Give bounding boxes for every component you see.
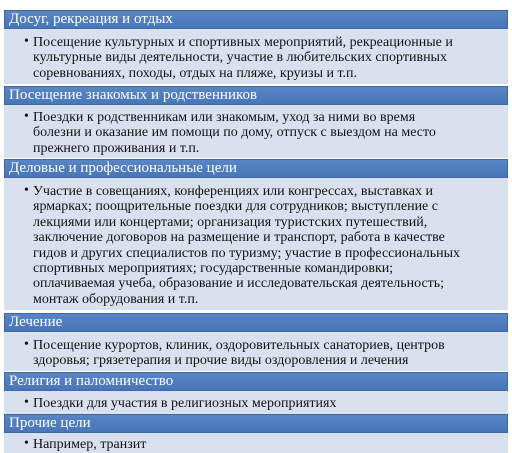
bullet: •	[24, 183, 29, 198]
section-body	[4, 391, 508, 414]
bullet: •	[24, 436, 29, 451]
section-body	[4, 29, 508, 84]
section-title: Посещение знакомых и родственников	[9, 87, 258, 103]
section-body	[4, 332, 508, 371]
item-line: Участие в совещаниях, конференциях или конгрессах, выставках и	[33, 184, 433, 199]
section-header	[4, 159, 508, 178]
section-title: Религия и паломничество	[9, 373, 174, 389]
section-title: Лечение	[9, 314, 63, 330]
bullet: •	[24, 337, 29, 352]
section-body	[4, 105, 508, 158]
section-title: Досуг, рекреация и отдых	[9, 11, 173, 27]
item-line: ярмарках; поощрительные поездки для сотрудников; выступление с	[33, 199, 438, 215]
item-line: оплачиваемая учеба, образование и исследовательская деятельность;	[33, 276, 445, 292]
item-line: лекциями или концертами; организация туристских путешествий,	[33, 214, 428, 230]
item-line: прежнего проживания и т.п.	[33, 140, 200, 156]
section-body	[4, 433, 508, 453]
list-item	[33, 35, 503, 81]
list-item	[33, 338, 503, 369]
item-line: Поездки для участия в религиозных мероприятиях	[33, 396, 337, 411]
item-line: заключение договоров на размещение и транспорт, работа в качестве	[33, 230, 445, 246]
section-header	[4, 313, 508, 332]
bullet: •	[24, 34, 29, 49]
item-line: Например, транзит	[33, 437, 147, 452]
item-line: культурные виды деятельности, участие в любительских спортивных	[33, 50, 447, 66]
item-line: Поездки к родственникам или знакомым, уход за ними во время	[33, 110, 416, 125]
section-title: Прочие цели	[9, 415, 91, 431]
item-line: Посещение культурных и спортивных мероприятий, рекреационные и	[33, 35, 453, 50]
list-item	[33, 184, 503, 307]
bullet: •	[24, 109, 29, 124]
item-line: гидов и других специалистов по туризму; участие в профессиональных	[33, 245, 460, 261]
section-header	[4, 10, 508, 29]
item-line: монтаж оборудования и т.п.	[33, 291, 199, 307]
section-header	[4, 86, 508, 105]
list-item	[33, 396, 503, 411]
list-item	[33, 110, 503, 156]
item-line: соревнованиях, походы, отдых на пляже, круизы и т.п.	[33, 65, 358, 81]
section-title: Деловые и профессиональные цели	[9, 160, 237, 176]
item-line: Посещение курортов, клиник, оздоровительных санаториев, центров	[33, 338, 445, 353]
item-line: спортивных мероприятиях; государственные командировки;	[33, 261, 394, 277]
section-header	[4, 414, 508, 433]
bullet: •	[24, 395, 29, 410]
item-line: болезни и оказание им помощи по дому, отпуск с выездом на место	[33, 125, 436, 141]
item-line: здоровья; грязетерапия и прочие виды оздоровления и лечения	[33, 353, 409, 369]
section-body	[4, 178, 508, 310]
list-item	[33, 437, 503, 452]
section-header	[4, 372, 508, 391]
